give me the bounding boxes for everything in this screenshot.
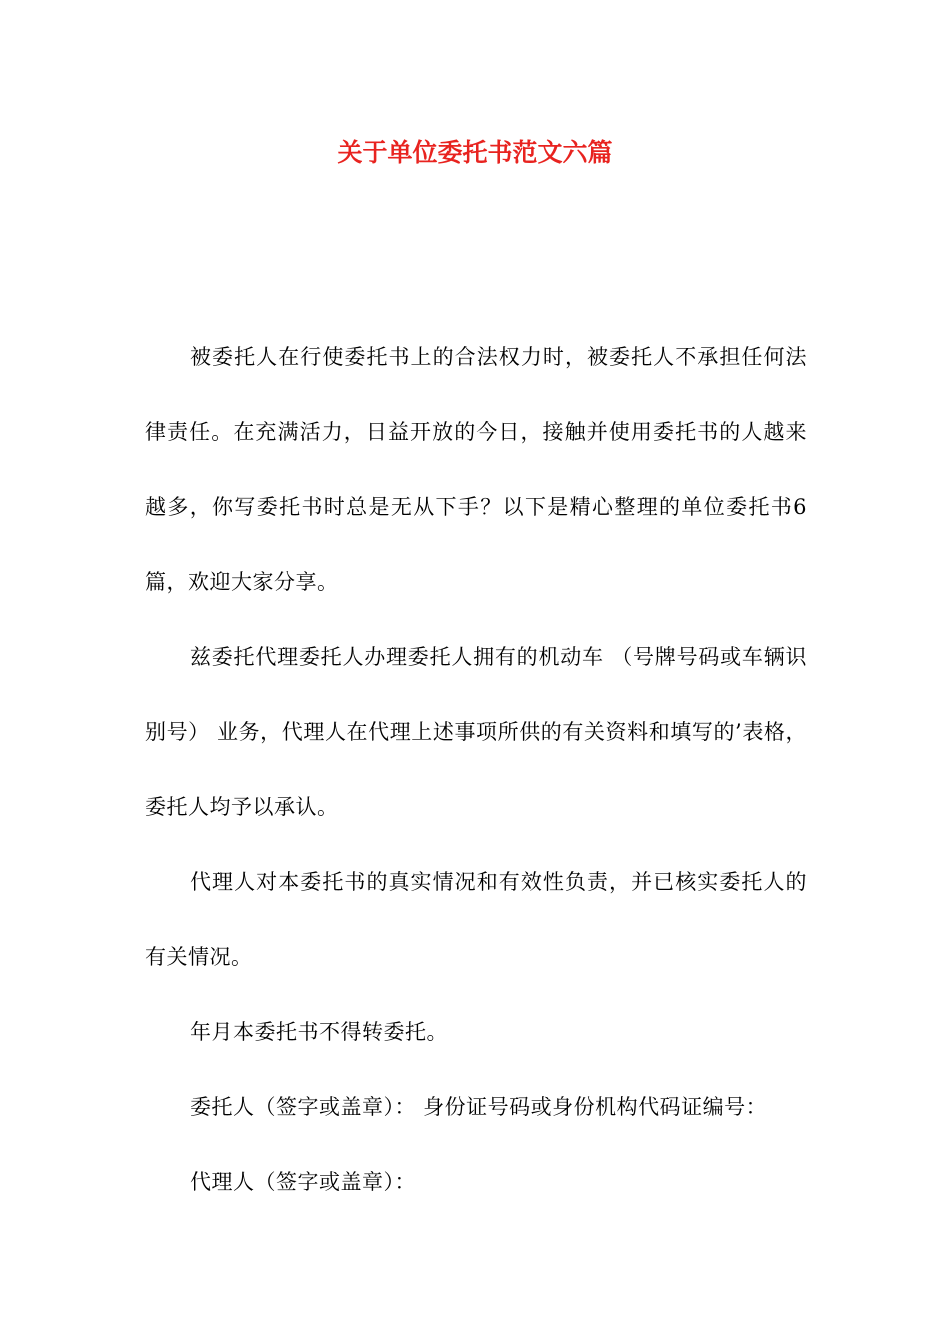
paragraph-intro: 被委托人在行使委托书上的合法权力时，被委托人不承担任何法律责任。在充满活力，日益开放的今日，接触并使用委托书的人越来越多，你写委托书时总是无从下手？以下是精心整理的单位委托书6篇，欢迎大家分享。 xyxy=(145,345,807,594)
document-title: 关于单位委托书范文六篇 xyxy=(337,138,613,167)
paragraph-authorization: 兹委托代理委托人办理委托人拥有的机动车 （号牌号码或车辆识别号） 业务，代理人在代理上述事项所供的有关资料和填写的’表格，委托人均予以承认。 xyxy=(145,645,807,819)
document-body xyxy=(145,320,807,1220)
paragraph-no-subdelegation: 年月本委托书不得转委托。 xyxy=(190,1020,448,1044)
paragraph-responsibility: 代理人对本委托书的真实情况和有效性负责，并已核实委托人的有关情况。 xyxy=(145,870,807,969)
paragraph-agent-signature: 代理人（签字或盖章）： xyxy=(190,1170,416,1194)
paragraph-principal-signature: 委托人（签字或盖章）： 身份证号码或身份机构代码证编号： xyxy=(190,1095,768,1119)
